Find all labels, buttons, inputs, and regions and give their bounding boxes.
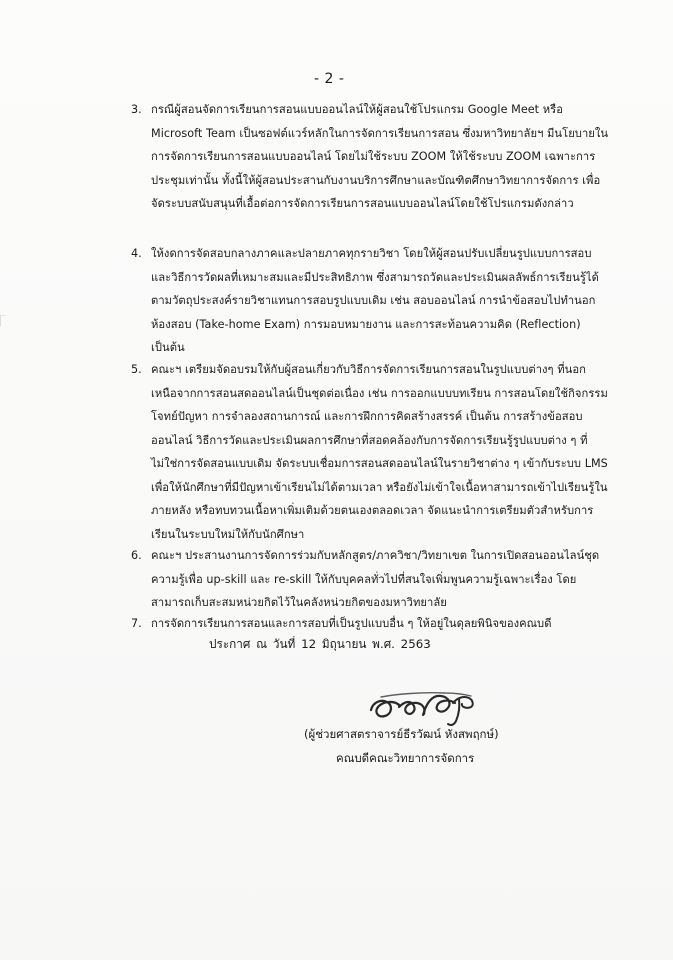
list-item: [131, 98, 611, 216]
list-item: [131, 358, 611, 546]
list-item-number: 3.: [131, 103, 142, 116]
list-item-number: 7.: [131, 617, 142, 630]
list-item-text: คณะฯ เตรียมจัดอบรมให้กับผู้สอนเกี่ยวกับวิธีการจัดการเรียนการสอนในรูปแบบต่างๆ ที่นอกเหนือจากการสอนสดออนไลน์เป็นชุดต่อเนื่อง เช่น การออกแบบบทเรียน การสอนโดยใช้กิจกรรมโจทย์ปัญหา การจำลองสถานการณ์ และการฝึกการคิดสร้างสรรค์ เป็นต้น การสร้างข้อสอบออนไลน์ วิธีการวัดและประเมินผลการศึกษาที่สอดคล้องกับการจัดการเรียนรู้รูปแบบต่าง ๆ ที่ไม่ใช่การจัดสอนแบบเดิม จัดระบบเชื่อมการสอนสดออนไลน์ในรายวิชาต่าง ๆ เข้ากับระบบ LMS เพื่อให้นักศึกษาที่มีปัญหาเข้าเรียนไม่ได้ตามเวลา หรือยังไม่เข้าใจเนื้อหาสามารถเข้าไปเรียนรู้ในภายหลัง หรือทบทวนเนื้อหาเพิ่มเติมด้วยตนเองตลอดเวลา จัดแนะนำการเตรียมตัวสำหรับการเรียนในระบบใหม่ให้กับนักศึกษา: [151, 363, 608, 541]
list-item: [131, 612, 611, 636]
list-item: [131, 242, 611, 360]
handwritten-signature: [363, 676, 481, 730]
list-item: [131, 544, 611, 615]
list-item-number: 4.: [131, 247, 142, 260]
list-item-text: กรณีผู้สอนจัดการเรียนการสอนแบบออนไลน์ให้ผู้สอนใช้โปรแกรม Google Meet หรือ Microsoft Team เป็นซอฟต์แวร์หลักในการจัดการเรียนการสอน ซึ่งมหาวิทยาลัยฯ มีนโยบายในการจัดการเรียนการสอนแบบออนไลน์ โดยไม่ใช้ระบบ ZOOM ให้ใช้ระบบ ZOOM เฉพาะการประชุมเท่านั้น ทั้งนี้ให้ผู้สอนประสานกับงานบริการศึกษาและบัณฑิตศึกษาวิทยาการจัดการ เพื่อจัดระบบสนับสนุนที่เอื้อต่อการจัดการเรียนการสอนแบบออนไลน์โดยใช้โปรแกรมดังกล่าว: [151, 103, 609, 210]
signer-name: (ผู้ช่วยศาสตราจารย์ธีรวัฒน์ หังสพฤกษ์): [304, 727, 499, 741]
page-number: - 2 -: [314, 71, 345, 87]
list-item-number: 5.: [131, 363, 142, 376]
list-item-number: 6.: [131, 549, 142, 562]
list-item-text: ให้งดการจัดสอบกลางภาคและปลายภาคทุกรายวิชา โดยให้ผู้สอนปรับเปลี่ยนรูปแบบการสอบและวิธีการวัดผลที่เหมาะสมและมีประสิทธิภาพ ซึ่งสามารถวัดและประเมินผลลัพธ์การเรียนรู้ได้ตามวัตถุประสงค์รายวิชาแทนการสอบรูปแบบเดิม เช่น สอบออนไลน์ การนำข้อสอบไปทำนอกห้องสอบ (Take-home Exam) การมอบหมายงาน และการสะท้อนความคิด (Reflection) เป็นต้น: [151, 247, 599, 354]
announcement-date: ประกาศ ณ วันที่ 12 มิถุนายน พ.ศ. 2563: [209, 637, 431, 651]
list-item-text: การจัดการเรียนการสอนและการสอบที่เป็นรูปแบบอื่น ๆ ให้อยู่ในดุลยพินิจของคณบดี: [151, 617, 552, 630]
scan-edge-mark: [0, 315, 6, 326]
list-item-text: คณะฯ ประสานงานการจัดการร่วมกับหลักสูตร/ภาควิชา/วิทยาเขต ในการเปิดสอนออนไลน์ชุดความรู้เพื่อ up-skill และ re-skill ให้กับบุคคลทั่วไปที่สนใจเพิ่มพูนความรู้เฉพาะเรื่อง โดยสามารถเก็บสะสมหน่วยกิตไว้ในคลังหน่วยกิตของมหาวิทยาลัย: [151, 549, 600, 609]
signer-title: คณบดีคณะวิทยาการจัดการ: [336, 751, 475, 765]
